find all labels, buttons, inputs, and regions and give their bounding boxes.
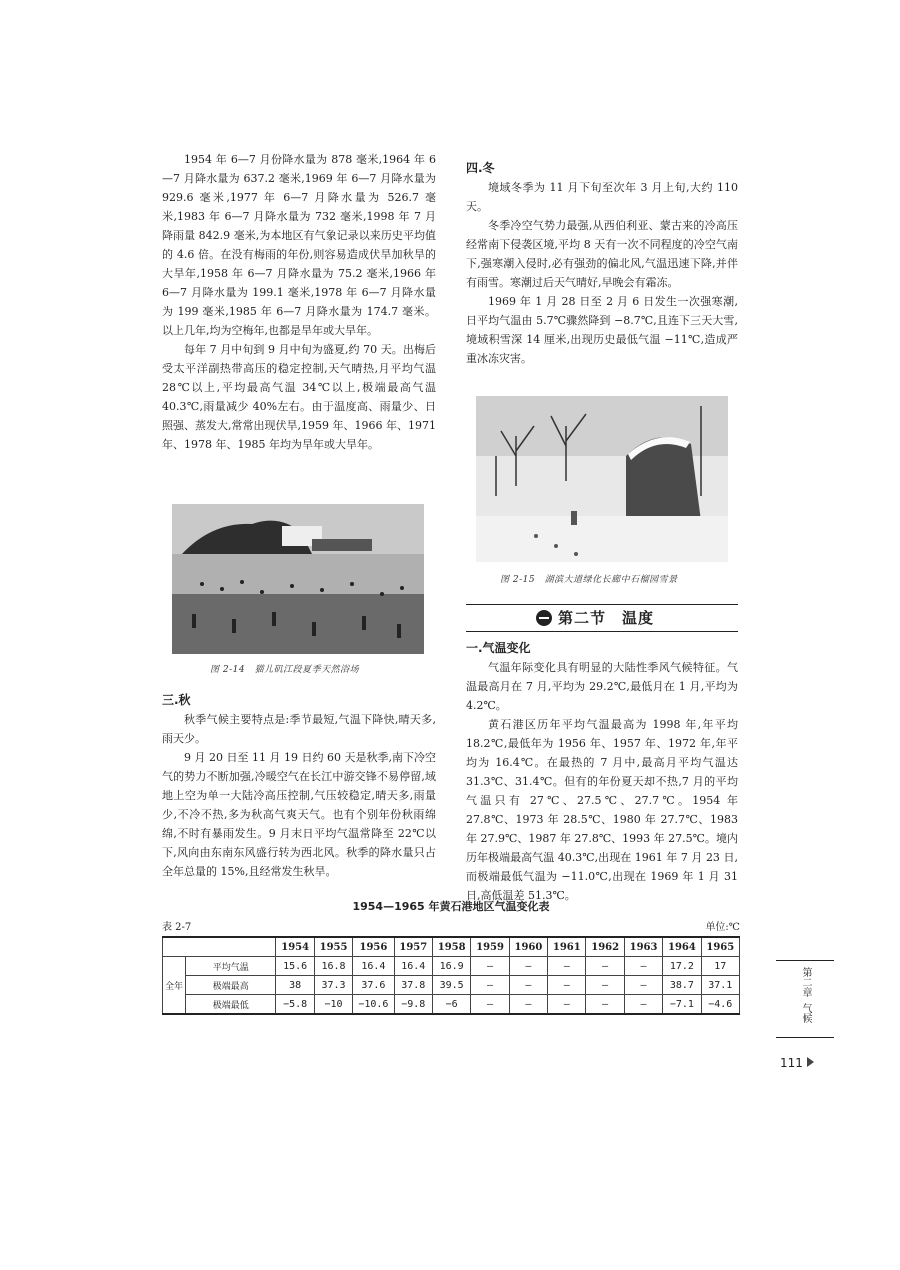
paragraph-autumn-detail: 9 月 20 日至 11 月 19 日约 60 天是秋季,南下冷空气的势力不断加强,冷暖空气在长江中游交锋不易停留,域地上空为单一大陆冷高压控制,气压较稳定,晴天多,雨量少,不冷不热,多为秋高气爽天气。也有个别年份秋雨绵绵,不时有暴雨发生。9 月末日平均气温常降至 22℃以下,风向由东南东风盛行转为西北风。秋季的降水量只占全年总量的 15%,且经常发生秋旱。	[162, 751, 436, 878]
header-year: 1965	[701, 937, 739, 957]
chapter-topic: 气候	[800, 1003, 811, 1023]
table-cell: 16.4	[353, 957, 394, 976]
figure-2-14-photo	[172, 504, 424, 654]
subheading-temperature-change: 一.气温变化	[466, 641, 531, 655]
table-cell: —	[548, 995, 586, 1015]
table-cell: 17	[701, 957, 739, 976]
row-label: 极端最低	[186, 995, 276, 1015]
header-year: 1962	[586, 937, 624, 957]
left-column	[162, 150, 436, 454]
page-number-text: 111	[780, 1056, 803, 1070]
paragraph-winter-cold-air: 冬季冷空气势力最强,从西伯利亚、蒙古来的冷高压经常南下侵袭区境,平均 8 天有一次不同程度的冷空气南下,强寒潮入侵时,必有强劲的偏北风,气温迅速下降,并伴有雨雪。寒潮过后天气晴好,早晚会有霜冻。	[466, 219, 738, 289]
paragraph-midsummer: 每年 7 月中旬到 9 月中旬为盛夏,约 70 天。出梅后受太平洋副热带高压的稳定控制,天气晴热,月平均气温 28℃以上,平均最高气温 34℃以上,极端最高气温 40.3℃,雨量减少 40%左右。由于温度高、雨量少、日照强、蒸发大,常常出现伏旱,1959 年、1966 年、1971 年、1978 年、1985 年均为旱年或大旱年。	[162, 343, 436, 451]
table-cell: 38.7	[663, 976, 701, 995]
figure-2-14-caption: 图 2-14 猫儿矶江段夏季天然浴场	[210, 665, 360, 675]
header-year: 1964	[663, 937, 701, 957]
right-column	[466, 158, 738, 368]
table-row	[163, 976, 740, 995]
section-header-temperature	[466, 604, 738, 632]
paragraph-annual-variation: 气温年际变化具有明显的大陆性季风气候特征。气温最高月在 7 月,平均为 29.2℃,最低月在 1 月,平均为 4.2℃。	[466, 661, 738, 712]
paragraph-historical-temps: 黄石港区历年平均气温最高为 1998 年,年平均 18.2℃,最低年为 1956 年、1957 年、1972 年,年平均为 16.4℃。在最热的 7 月中,最高月平均气温达 31.3℃、31.4℃。但有的年份夏天却不热,7 月的平均气温只有 27℃、27.5℃、27.7℃。1954 年 27.8℃、1973 年 28.5℃、1980 年 27.7℃、1983 年 27.9℃、1987 年 27.8℃、1993 年 27.5℃。境内历年极端最高气温 40.3℃,出现在 1961 年 7 月 23 日,而极端最低气温为 −11.0℃,出现在 1969 年 1 月 31 日,高低温差 51.3℃。	[466, 718, 738, 902]
beach-scene-image	[172, 504, 424, 654]
header-year: 1956	[353, 937, 394, 957]
table-cell: −10	[314, 995, 352, 1015]
section-bullet-icon	[536, 610, 552, 626]
header-year: 1958	[432, 937, 470, 957]
chapter-side-tab	[776, 960, 834, 1038]
table-cell: —	[624, 976, 662, 995]
table-cell: —	[471, 957, 509, 976]
table-row	[163, 957, 740, 976]
header-year: 1957	[394, 937, 432, 957]
table-cell: —	[509, 957, 547, 976]
table-cell: 16.8	[314, 957, 352, 976]
winter-heading: 四.冬	[466, 161, 495, 175]
header-year: 1955	[314, 937, 352, 957]
table-cell: —	[471, 995, 509, 1015]
table-header-row	[163, 937, 740, 957]
row-label: 极端最高	[186, 976, 276, 995]
figure-2-15-photo	[476, 396, 728, 562]
paragraph-winter-period: 境域冬季为 11 月下旬至次年 3 月上旬,大约 110 天。	[466, 181, 738, 213]
left-column-autumn	[162, 690, 436, 881]
table-cell: −10.6	[353, 995, 394, 1015]
group-label: 全年	[163, 957, 186, 1015]
row-label: 平均气温	[186, 957, 276, 976]
table-cell: 37.3	[314, 976, 352, 995]
right-column-temperature	[466, 638, 738, 905]
table-cell: —	[509, 995, 547, 1015]
table-cell: —	[548, 957, 586, 976]
table-cell: —	[471, 976, 509, 995]
paragraph-autumn-features: 秋季气候主要特点是:季节最短,气温下降快,晴天多,雨天少。	[162, 713, 436, 745]
table-cell: −5.8	[276, 995, 314, 1015]
table-cell: —	[624, 957, 662, 976]
header-year: 1961	[548, 937, 586, 957]
table-cell: 37.1	[701, 976, 739, 995]
table-unit: 单位:℃	[705, 922, 740, 933]
table-cell: 38	[276, 976, 314, 995]
table-cell: 17.2	[663, 957, 701, 976]
paragraph-rainfall: 1954 年 6—7 月份降水量为 878 毫米,1964 年 6—7 月降水量为 637.2 毫米,1969 年 6—7 月降水量为 929.6 毫米,1977 年 6—7 月降水量为 526.7 毫米,1983 年 6—7 月降水量为 732 毫米,1998 年 7 月降雨量 842.9 毫米,为本地区有气象记录以来历史平均值的 4.6 倍。在没有梅雨的年份,则容易造成伏旱加秋旱的大旱年,1958 年 6—7 月降水量为 75.2 毫米,1966 年 6—7 月降水量为 199.1 毫米,1978 年 6—7 月降水量为 199 毫米,1985 年 6—7 月降水量为 174.7 毫米。以上几年,均为空梅年,也都是旱年或大旱年。	[162, 153, 436, 337]
table-cell: 39.5	[432, 976, 470, 995]
next-arrow-icon	[807, 1057, 814, 1067]
table-cell: —	[586, 957, 624, 976]
header-blank	[163, 937, 276, 957]
autumn-heading: 三.秋	[162, 693, 191, 707]
page-number	[780, 1056, 814, 1070]
table-cell: −7.1	[663, 995, 701, 1015]
table-cell: 16.9	[432, 957, 470, 976]
table-cell: −4.6	[701, 995, 739, 1015]
snow-garden-image	[476, 396, 728, 562]
table-cell: 37.6	[353, 976, 394, 995]
header-year: 1960	[509, 937, 547, 957]
table-cell: —	[548, 976, 586, 995]
section-title: 第二节 温度	[558, 609, 655, 627]
header-year: 1959	[471, 937, 509, 957]
temperature-table	[162, 936, 740, 1015]
table-title: 1954—1965 年黄石港地区气温变化表	[352, 900, 550, 913]
table-cell: —	[586, 995, 624, 1015]
table-cell: −6	[432, 995, 470, 1015]
paragraph-1969-cold-wave: 1969 年 1 月 28 日至 2 月 6 日发生一次强寒潮,日平均气温由 5.7℃骤然降到 −8.7℃,且连下三天大雪,境域积雪深 14 厘米,出现历史最低气温 −11℃,造成严重冰冻灾害。	[466, 295, 738, 365]
table-cell: —	[624, 995, 662, 1015]
table-cell: −9.8	[394, 995, 432, 1015]
chapter-label: 第二章	[800, 967, 811, 997]
table-cell: —	[509, 976, 547, 995]
table-row	[163, 995, 740, 1015]
table-cell: —	[586, 976, 624, 995]
table-cell: 15.6	[276, 957, 314, 976]
figure-2-15-caption: 图 2-15 湖滨大道绿化长廊中石榴园雪景	[500, 575, 678, 585]
header-year: 1963	[624, 937, 662, 957]
table-cell: 37.8	[394, 976, 432, 995]
table-cell: 16.4	[394, 957, 432, 976]
table-number: 表 2-7	[162, 922, 192, 933]
header-year: 1954	[276, 937, 314, 957]
